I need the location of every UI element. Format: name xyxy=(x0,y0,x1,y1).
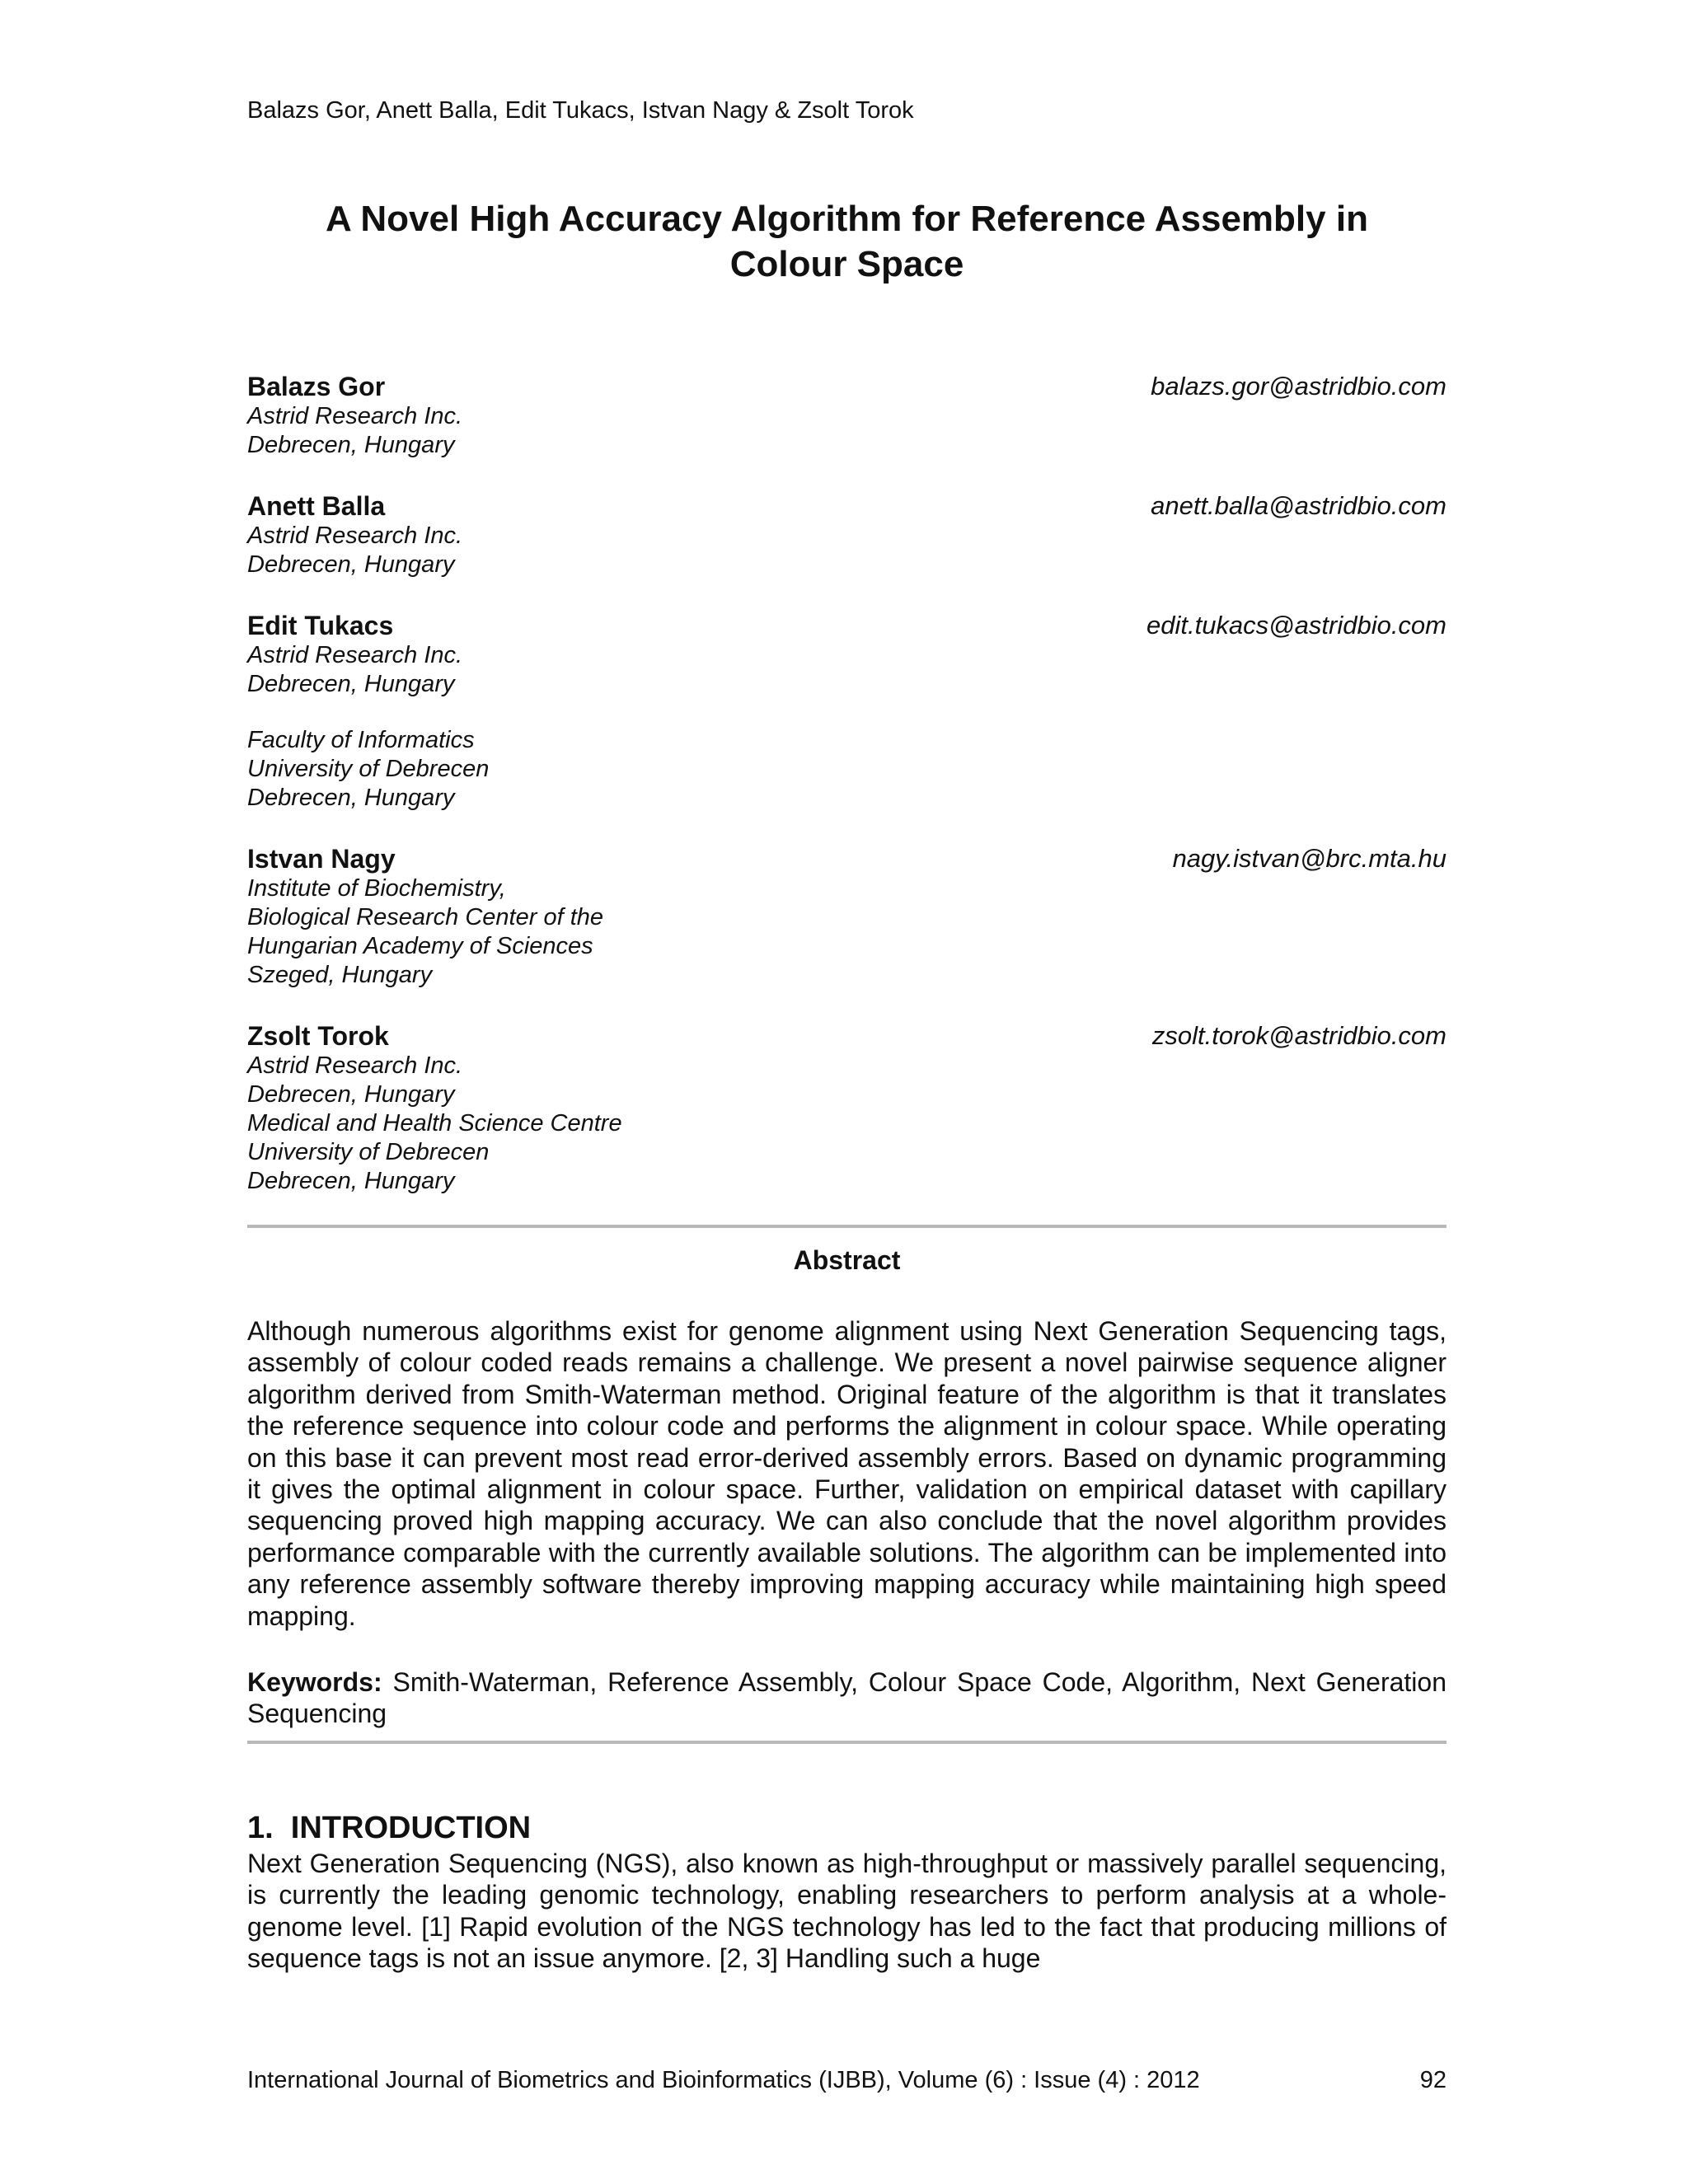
abstract-heading: Abstract xyxy=(793,1245,901,1275)
affiliation-line: Biological Research Center of the xyxy=(247,904,604,930)
page-number: 92 xyxy=(1419,2067,1447,2093)
affiliation-line: Institute of Biochemistry, xyxy=(247,875,506,902)
keywords-label: Keywords: xyxy=(247,1667,382,1697)
keywords xyxy=(247,1666,1447,1730)
introduction-text: Next Generation Sequencing (NGS), also known as high-throughput or massively parallel sequencing, is currently the leading genomic technology, enabling researchers to perform analysis at a whole-genome level. [1] Rapid evolution of the NGS technology has led to the fact that producing millions of sequence tags is not an issue anymore. [2, 3] Handling such a huge xyxy=(247,1849,1447,1974)
author-name: Zsolt Torok xyxy=(247,1021,389,1051)
author-name: Edit Tukacs xyxy=(247,611,394,640)
page-footer xyxy=(247,2065,1447,2095)
footer-journal: International Journal of Biometrics and Bioinformatics (IJBB), Volume (6) : Issue (4) : 2012 xyxy=(247,2067,1200,2093)
affiliation-line: Debrecen, Hungary xyxy=(247,1081,455,1108)
affiliation-line: Astrid Research Inc. xyxy=(247,1052,463,1079)
author-email: nagy.istvan@brc.mta.hu xyxy=(1172,844,1447,873)
affiliation-line: Medical and Health Science Centre xyxy=(247,1110,622,1137)
affiliation-line: University of Debrecen xyxy=(247,1139,490,1165)
abstract-bottom-divider xyxy=(247,1741,1447,1744)
author-name: Istvan Nagy xyxy=(247,844,396,874)
author-email: anett.balla@astridbio.com xyxy=(1151,491,1447,520)
title-line-2: Colour Space xyxy=(729,244,964,284)
affiliation-line: Debrecen, Hungary xyxy=(247,785,455,811)
abstract-text: Although numerous algorithms exist for genome alignment using Next Generation Sequencing tags, assembly of colour coded reads remains a challenge. We present a novel pairwise sequence aligner algorithm derived from Smith-Waterman method. Original feature of the algorithm is that it translates the reference sequence into colour code and performs the alignment in colour space. While operating on this base it can prevent most read error-derived assembly errors. Based on dynamic programming it gives the optimal alignment in colour space. Further, validation on empirical dataset with capillary sequencing proved high mapping accuracy. We can also conclude that the novel algorithm provides performance comparable with the currently available solutions. The algorithm can be implemented into any reference assembly software thereby improving mapping accuracy while maintaining high speed mapping. xyxy=(247,1316,1447,1631)
author-email: edit.tukacs@astridbio.com xyxy=(1146,611,1447,640)
title-line-1: A Novel High Accuracy Algorithm for Reference Assembly in xyxy=(326,199,1368,239)
author-email: balazs.gor@astridbio.com xyxy=(1151,372,1447,401)
running-head: Balazs Gor, Anett Balla, Edit Tukacs, Istvan Nagy & Zsolt Torok xyxy=(247,97,914,124)
affiliation-line: Astrid Research Inc. xyxy=(247,403,463,429)
affiliation-line: Szeged, Hungary xyxy=(247,962,433,988)
keywords-text: Smith-Waterman, Reference Assembly, Colour Space Code, Algorithm, Next Generation Sequencing xyxy=(247,1667,1447,1729)
author-block xyxy=(247,1020,1447,1196)
paper-title xyxy=(247,196,1447,287)
author-block xyxy=(247,610,1447,813)
affiliation-line: Debrecen, Hungary xyxy=(247,432,455,458)
author-email: zsolt.torok@astridbio.com xyxy=(1151,1021,1447,1050)
section-heading-introduction: 1. INTRODUCTION xyxy=(247,1811,532,1845)
affiliation-line: Debrecen, Hungary xyxy=(247,1168,455,1194)
affiliation-line: Debrecen, Hungary xyxy=(247,671,455,697)
affiliation-line: Astrid Research Inc. xyxy=(247,642,463,668)
affiliation-line: University of Debrecen xyxy=(247,756,490,782)
abstract-top-divider xyxy=(247,1225,1447,1228)
affiliation-line: Hungarian Academy of Sciences xyxy=(247,933,593,959)
affiliation-spacer xyxy=(247,699,1447,726)
author-block xyxy=(247,843,1447,990)
affiliation-line: Debrecen, Hungary xyxy=(247,551,455,578)
author-list xyxy=(247,371,1447,1226)
author-name: Anett Balla xyxy=(247,491,386,521)
author-name: Balazs Gor xyxy=(247,372,386,401)
affiliation-line: Faculty of Informatics xyxy=(247,727,475,753)
affiliation-line: Astrid Research Inc. xyxy=(247,523,463,549)
author-block xyxy=(247,371,1447,460)
author-block xyxy=(247,490,1447,579)
